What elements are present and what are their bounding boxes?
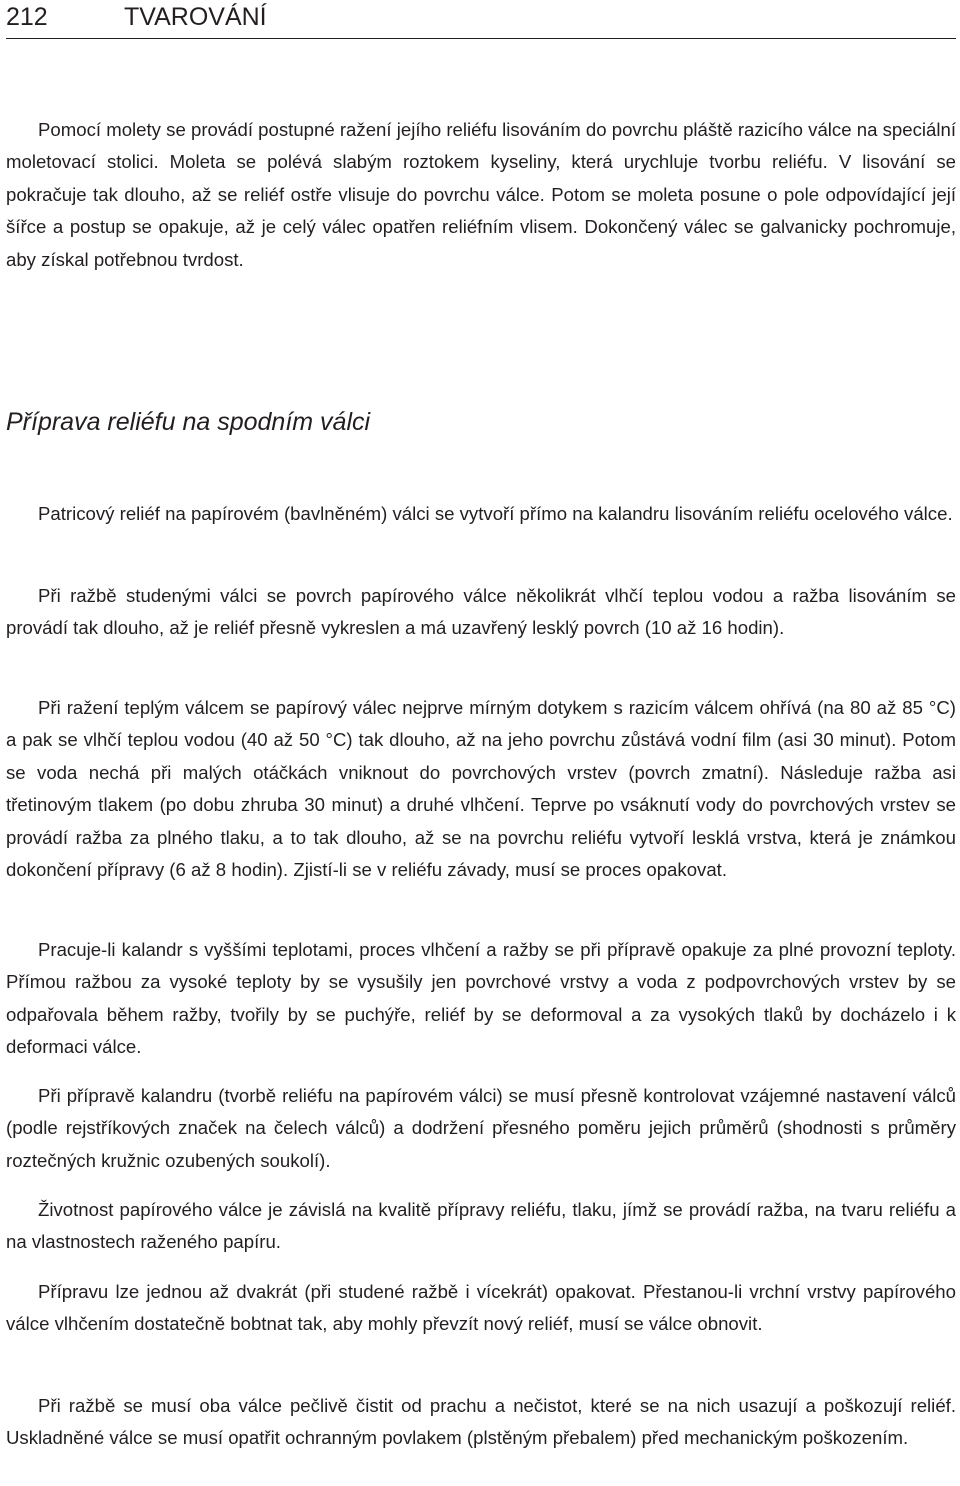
- paragraph-opakovani: Přípravu lze jednou až dvakrát (při studené ražbě i vícekrát) opakovat. Přestanou-li vrchní vrstvy papírového válce vlhčením dostatečně bobtnat tak, aby mohly převzít nový reliéf, musí se válce obnovit.: [6, 1281, 956, 1335]
- page-number: 212: [6, 3, 48, 31]
- paragraph-vyssi-teploty: Pracuje-li kalandr s vyššími teplotami, proces vlhčení a ražby se při přípravě opakuje za plné provozní teploty. Přímou ražbou za vysoké teploty by se vysušily jen povrchové vrstvy a voda z podpovrchových vrstev by se odpařovala během ražby, tvořily by se puchýře, reliéf by se deformoval a za vysokých tlaků by docházelo i k deformaci válce.: [6, 939, 956, 1058]
- paragraph-zivotnost: Životnost papírového válce je závislá na kvalitě přípravy reliéfu, tlaku, jímž se provádí ražba, na tvaru reliéfu a na vlastnostech raženého papíru.: [6, 1199, 956, 1253]
- paragraph-priprava-kalandru: Při přípravě kalandru (tvorbě reliéfu na papírovém válci) se musí přesně kontrolovat vzájemné nastavení válců (podle rejstříkových značek na čelech válců) a dodržení přesného poměru jejich průměrů (shodnosti s průměry roztečných kružnic ozubených soukolí).: [6, 1085, 956, 1171]
- paragraph-patricovy-relief: Patricový reliéf na papírovém (bavlněném) válci se vytvoří přímo na kalandru lisováním reliéfu ocelového válce.: [38, 503, 953, 524]
- chapter-title: TVAROVÁNÍ: [124, 3, 267, 31]
- paragraph-tepla-razba: Při ražení teplým válcem se papírový válec nejprve mírným dotykem s razicím válcem ohřívá (na 80 až 85 °C) a pak se vlhčí teplou vodou (40 až 50 °C) tak dlouho, až na jeho povrchu zůstává vodní film (asi 30 minut). Potom se voda nechá při malých otáčkách vniknout do povrchových vrstev (povrch zmatní). Následuje ražba asi třetinovým tlakem (po dobu zhruba 30 minut) a druhé vlhčení. Teprve po vsáknutí vody do povrchových vrstev se provádí ražba za plného tlaku, a to tak dlouho, až se na povrchu reliéfu vytvoří lesklá vrstva, která je známkou dokončení přípravy (6 až 8 hodin). Zjistí-li se v reliéfu závady, musí se proces opakovat.: [6, 697, 956, 881]
- section-heading: Příprava reliéfu na spodním válci: [6, 408, 371, 436]
- paragraph-studena-razba: Při ražbě studenými válci se povrch papírového válce několikrát vlhčí teplou vodou a ražba lisováním se provádí tak dlouho, až je reliéf přesně vykreslen a má uzavřený lesklý povrch (10 až 16 hodin).: [6, 585, 956, 639]
- paragraph-moleta: Pomocí molety se provádí postupné ražení jejího reliéfu lisováním do povrchu pláště razicího válce na speciální moletovací stolici. Moleta se polévá slabým roztokem kyseliny, která urychluje tvorbu reliéfu. V lisování se pokračuje tak dlouho, až se reliéf ostře vlisuje do povrchu válce. Potom se moleta posune o pole odpovídající její šířce a postup se opakuje, až je celý válec opatřen reliéfním vlisem. Dokončený válec se galvanicky pochromuje, aby získal potřebnou tvrdost.: [6, 119, 956, 270]
- paragraph-cisteni: Při ražbě se musí oba válce pečlivě čistit od prachu a nečistot, které se na nich usazují a poškozují reliéf. Uskladněné válce se musí opatřit ochranným povlakem (plstěným přebalem) před mechanickým poškozením.: [6, 1395, 956, 1449]
- page-header: [6, 0, 956, 39]
